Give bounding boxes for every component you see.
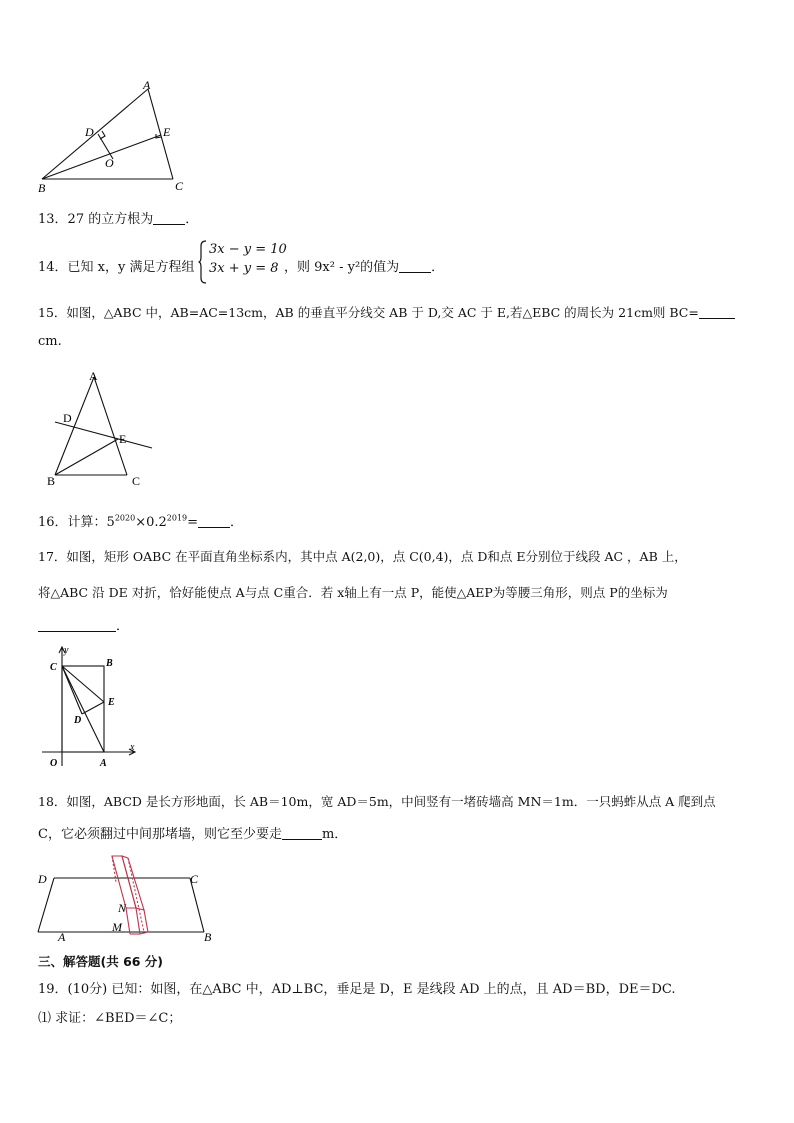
q17-end: ． [116,619,130,634]
brace-icon [198,240,208,284]
label-b: B [204,930,212,944]
label-o: O [105,156,114,170]
q18-line2-end: m． [321,827,348,842]
answer-blank [699,306,735,319]
figure-q18-wall [34,852,220,946]
equation-system [209,240,287,278]
q16-mid: ×0.2 [135,515,167,530]
label-n: N [118,901,127,915]
label-e: E [119,432,127,446]
answer-blank [38,619,116,632]
question-13 [38,208,198,227]
equation-1: 3x − y = 10 [209,242,287,257]
q14-end: ． [431,260,445,275]
q16-end: ． [230,515,244,530]
q14-suffix-line [284,256,444,275]
label-d: D [38,872,47,886]
q13-end: ． [185,212,199,227]
section-title [38,952,163,970]
question-15 [38,303,735,321]
q13-text: 13．27 的立方根为 [38,212,154,227]
figure-q17-coordinate [38,644,148,772]
question-17 [38,547,687,565]
label-d: D [85,125,94,139]
label-b: B [106,658,113,669]
q17-line1: 17．如图，矩形 OABC 在平面直角坐标系内，其中点 A(2,0)，点 C(0,4)，点 D和点 E分别位于线段 AC ，AB 上， [38,549,687,564]
equation-2: 3x + y = 8 [209,261,279,276]
answer-blank [198,515,230,528]
answer-blank [399,260,431,273]
q18-line2-prefix: C，它必须翻过中间那堵墙，则它至少要走 [38,827,282,842]
label-m: M [112,920,122,934]
q14-prefix: 14．已知 x，y 满足方程组 [38,260,195,275]
label-a: A [143,78,151,92]
answer-blank [282,827,322,840]
label-b: B [47,474,56,488]
q19-line1: 19．(10分) 已知：如图，在△ABC 中，AD⊥BC，垂足是 D，E 是线段 AD 上的点，且 AD＝BD，DE＝DC. [38,982,676,997]
question-15-cont [38,334,62,349]
q15-line1: 15．如图，△ABC 中，AB=AC=13cm，AB 的垂直平分线交 AB 于 D,交 AC 于 E,若△EBC 的周长为 21cm则 BC= [38,305,699,320]
label-d: D [74,715,82,726]
q16-prefix: 16．计算： [38,515,107,530]
label-a: A [100,758,107,769]
q17-line2: 将△ABC 沿 DE 对折，恰好能使点 A与点 C重合．若 x轴上有一点 P，能使△AEP为等腰三角形，则点 P的坐标为 [38,585,668,600]
question-18-cont [38,823,347,842]
label-e: E [108,697,115,708]
q16-exp2: 2019 [166,513,188,523]
question-17-cont [38,583,668,601]
question-19-part1 [38,1007,181,1026]
label-c: C [175,179,184,193]
section-3-title: 三、解答题(共 66 分) [38,954,164,969]
label-c: C [132,474,141,488]
q16-eq: = [187,515,199,530]
label-c: C [50,662,57,673]
figure-q15-triangle [42,366,162,488]
question-14 [38,256,194,275]
question-16 [38,511,243,530]
label-b: B [38,181,46,195]
q14-suffix: ，则 9x² - y²的值为 [284,260,400,275]
label-e: E [163,125,171,139]
label-y: y [64,645,69,656]
question-17-answer [38,615,129,634]
figure-q12-triangle [30,76,200,198]
answer-blank [153,212,185,225]
question-19 [38,978,676,997]
label-x: x [130,742,135,753]
label-d: D [63,411,72,425]
q19-sub1: ⑴ 求证：∠BED＝∠C； [38,1011,182,1026]
q18-line1: 18．如图，ABCD 是长方形地面，长 AB＝10m，宽 AD＝5m，中间竖有一堵砖墙高 MN＝1m．一只蚂蚱从点 A 爬到点 [38,794,716,809]
label-a: A [89,369,98,383]
question-18 [38,792,716,810]
q15-line2: cm. [38,334,62,349]
q16-exp1: 2020 [114,513,136,523]
label-o: O [50,758,58,769]
q16-base1: 5 [106,515,115,530]
label-c: C [190,872,199,886]
label-a: A [58,930,66,944]
